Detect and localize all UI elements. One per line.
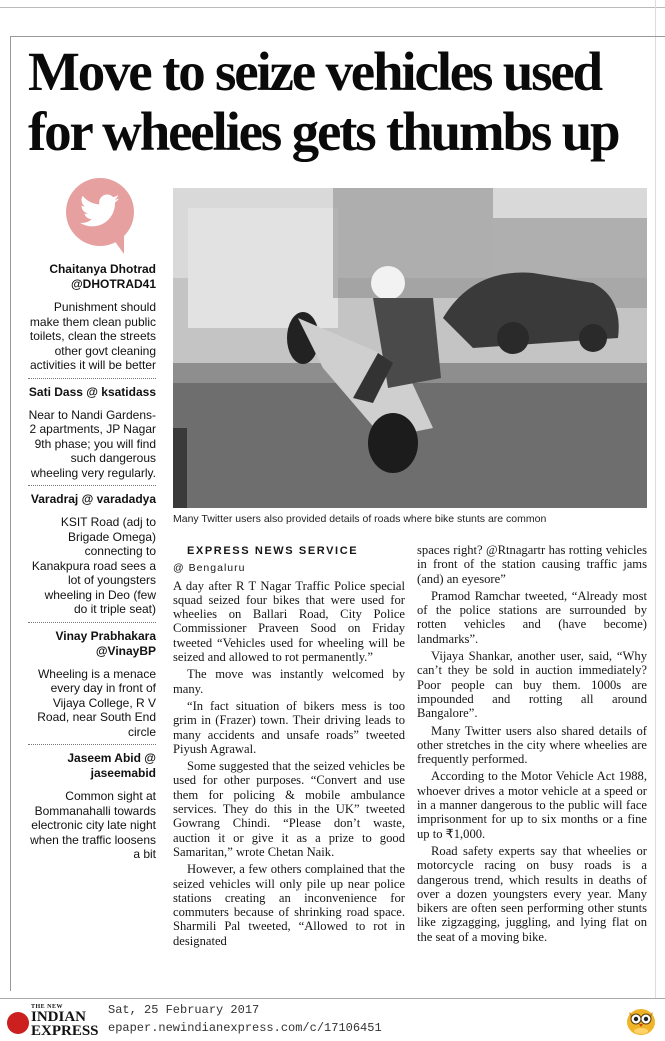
article-paragraph: However, a few others complained that the seized vehicles will only pile up near police stations creating an inconvenience for commuters because of shrinking road space. Sharmili Pal tweeted, “Allowed to rot in designated — [173, 862, 405, 948]
tweet-author: Jaseem Abid @ jaseemabid — [67, 751, 156, 780]
article-paragraph: Road safety experts say that wheelies or motorcycle racing on busy roads is a dangerous trend, which results in deaths of over a dozen youngsters every year. Many bikers are often seen performing other stunts like zigzagging, juggling, and lying flat on the seat of a moving bike. — [417, 843, 647, 944]
logo-top-text: THE NEW — [31, 1004, 64, 1010]
tweet-text: Punishment should make them clean public toilets, clean the streets other govt cleaning activities it will be better — [29, 300, 156, 372]
headline: Move to seize vehicles used for wheelies gets thumbs up — [28, 41, 619, 162]
article-paragraph: The move was instantly welcomed by many. — [173, 667, 405, 696]
logo-main-text: INDIAN EXPRESS — [31, 1009, 99, 1039]
article-paragraph: spaces right? @Rtnagartr has rotting vehicles in front of the station causing traffic jams (and) an eyesore” — [417, 543, 647, 586]
dateline: @ Bengaluru — [173, 562, 246, 575]
page-right-edge — [655, 0, 665, 1041]
wheelie-photo-illustration — [173, 188, 647, 508]
tweet-text: Common sight at Bommanahalli towards electronic city late night when the traffic loosens a bit — [30, 789, 156, 861]
article-top-rule — [10, 36, 665, 37]
page-top-border — [0, 0, 665, 8]
article-paragraph: Some suggested that the seized vehicles be used for other purposes. “Convert and use them for policing & mobile ambulance services. They do this in the UK” tweeted Gowrang Chindi. “Please don’t waste, auction it or give it as a prize to good Samaritan,” wrote Chetan Naik. — [173, 759, 405, 859]
tweet-author: Vinay Prabhakara @VinayBP — [55, 628, 156, 658]
tweet-item — [28, 751, 156, 867]
footer-url[interactable]: epaper.newindianexpress.com/c/17106451 — [108, 1021, 382, 1035]
owl-icon[interactable] — [625, 1004, 657, 1036]
tweet-text: Wheeling is a menace every day in front of Vijaya College, R V Road, near South End circle — [37, 666, 156, 739]
article-paragraph: Many Twitter users also shared details of other stretches in the city where wheelies are frequently performed. — [417, 723, 647, 767]
twitter-bird-icon — [80, 194, 120, 228]
footer — [0, 999, 665, 1041]
tweet-item — [28, 492, 156, 623]
byline: EXPRESS NEWS SERVICE — [187, 545, 359, 557]
article-paragraph: According to the Motor Vehicle Act 1988, whoever drives a motor vehicle at a speed or in a manner dangerous to the public will face imprisonment for up to six months or a fine up to ₹1,000. — [417, 769, 647, 841]
tweet-item — [28, 629, 156, 746]
tweet-author: Varadraj @ varadadya — [30, 492, 156, 506]
footer-date: Sat, 25 February 2017 — [108, 1003, 260, 1017]
wheelie-photo — [173, 188, 647, 508]
newspaper-logo-icon — [7, 1012, 29, 1034]
tweet-text: Near to Nandi Gardens-2 apartments, JP Nagar 9th phase; you will find such dangerous wheeling very regularly. — [28, 407, 156, 480]
article-left-rule — [10, 36, 11, 991]
article-column-1 — [173, 544, 405, 951]
tweet-author: Chaitanya Dhotrad @DHOTRAD41 — [49, 262, 156, 291]
newspaper-logo[interactable] — [31, 1004, 101, 1038]
article-paragraph: A day after R T Nagar Traffic Police special squad seized four bikes that were used for wheelies on Ballari Road, City Police Commissioner Praveen Sood on Friday tweeted “Vehicles used for wheeling will be seized and allowed to rot permanently.” — [173, 578, 405, 665]
article-paragraph: Vijaya Shankar, another user, said, “Why can’t they be sold in auction immediately? Poor people can buy them. 1000s are impounded and rotting all around Bangalore”. — [417, 649, 647, 721]
tweet-item — [28, 385, 156, 487]
photo-caption: Many Twitter users also provided details of roads where bike stunts are common — [173, 513, 547, 525]
article-column-2 — [417, 543, 647, 947]
article-paragraph: Pramod Ramchar tweeted, “Already most of the police stations are surrounded by rotten vehicles and (have become) landmarks”. — [417, 588, 647, 646]
tweet-item — [28, 262, 156, 379]
tweet-text: KSIT Road (adj to Brigade Omega) connecting to Kanakpura road sees a lot of youngsters wheeling in Deo (few do it triple seat) — [31, 515, 156, 616]
article-paragraph: “In fact situation of bikers mess is too grim in (Frazer) town. Their driving leads to many accidents and unsafe roads” tweeted Piyush Agrawal. — [173, 698, 405, 756]
tweet-author: Sati Dass @ ksatidass — [28, 384, 156, 399]
twitter-bubble-tail — [108, 232, 124, 254]
tweet-sidebar — [28, 262, 156, 873]
